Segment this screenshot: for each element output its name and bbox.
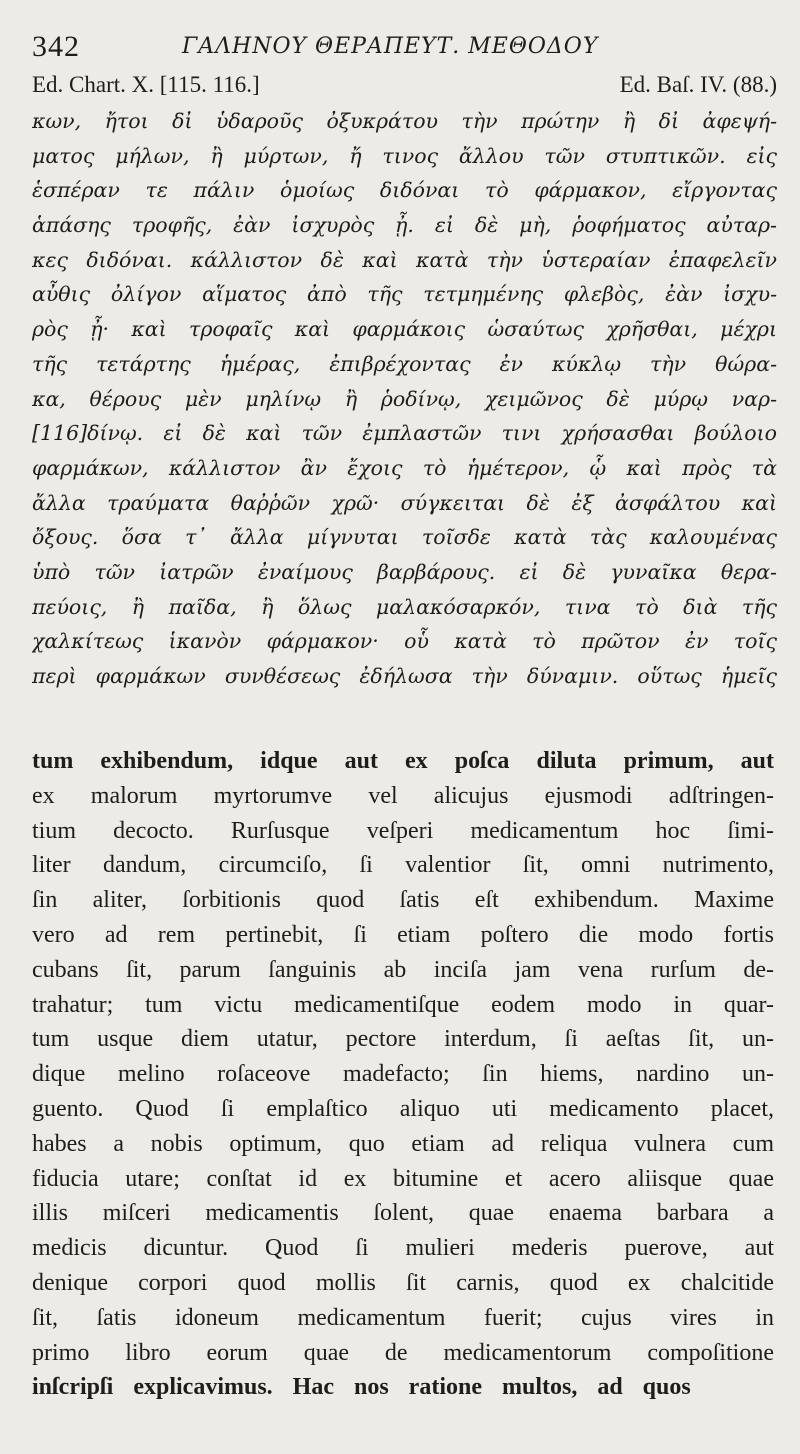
greek-text-line: φαρμάκων, κάλλιστον ἂν ἔχοις τὸ ἡμέτερον, ᾧ καὶ πρὸς τὰ <box>32 455 777 480</box>
latin-text-line: liter dandum, circumciſo, ſi valentior ſit, omni nutrimento, <box>32 852 774 879</box>
greek-text-line: κων, ἤτοι δἰ ὑδαροῦς ὀξυκράτου τὴν πρώτην ἢ δἰ ἀφεψή- <box>32 109 777 133</box>
greek-text-line: ρὸς ᾖ· καὶ τροφαῖς καὶ φαρμάκοις ὡσαύτως χρῆσθαι, μέχρι <box>32 317 777 342</box>
latin-text-line: denique corpori quod mollis ſit carnis, quod ex chalcitide <box>32 1269 774 1296</box>
latin-text-line: habes a nobis optimum, quo etiam ad reliqua vulnera cum <box>32 1130 774 1157</box>
greek-text-line: χαλκίτεως ἱκανὸν φάρμακον· οὗ κατὰ τὸ πρῶτον ἐν τοῖς <box>32 629 777 654</box>
edition-chart-reference: Ed. Chart. X. [115. 116.] <box>32 72 260 97</box>
edition-basel-reference: Ed. Baſ. IV. (88.) <box>619 72 777 97</box>
latin-text-line: trahatur; tum victu medicamentiſque eodem modo in quar- <box>32 991 774 1018</box>
latin-text-line: tum usque diem utatur, pectore interdum, ſi aeſtas ſit, un- <box>32 1026 774 1053</box>
greek-text-line: τῆς τετάρτης ἡμέρας, ἐπιβρέχοντας ἐν κύκλῳ τὴν θώρα- <box>32 351 777 376</box>
greek-text-line: ὄξους. ὅσα τ᾽ ἄλλα μίγνυται τοῖσδε κατὰ τὰς καλουμένας <box>32 525 777 550</box>
edition-reference-line <box>32 72 777 106</box>
greek-text-line: περὶ φαρμάκων συνθέσεως ἐδήλωσα τὴν δύναμιν. οὕτως ἡμεῖς <box>32 664 777 688</box>
greek-text-line: [116]δίνῳ. εἰ δὲ καὶ τῶν ἐμπλαστῶν τινι χρήσασθαι βούλοιο <box>32 421 777 446</box>
greek-text-line: ἁπάσης τροφῆς, ἐὰν ἰσχυρὸς ᾖ. εἰ δὲ μὴ, ῥοφήματος αὐταρ- <box>32 213 777 238</box>
latin-text-line: illis miſceri medicamentis ſolent, quae enaema barbara a <box>32 1200 774 1227</box>
greek-text-line: ἑσπέραν τε πάλιν ὁμοίως διδόναι τὸ φάρμακον, εἴργοντας <box>32 178 777 203</box>
greek-text-line: ματος μήλων, ἢ μύρτων, ἤ τινος ἄλλου τῶν στυπτικῶν. εἰς <box>32 143 777 168</box>
greek-text-block <box>32 104 777 694</box>
latin-text-line: inſcripſi explicavimus. Hac nos ratione multos, ad quos <box>32 1374 691 1401</box>
latin-text-line: ſin aliter, ſorbitionis quod ſatis eſt exhibendum. Maxime <box>32 887 774 914</box>
latin-text-line: cubans ſit, parum ſanguinis ab inciſa jam vena rurſum de- <box>32 956 774 983</box>
latin-text-line: medicis dicuntur. Quod ſi mulieri mederis puerove, aut <box>32 1235 774 1262</box>
page-number: 342 <box>32 30 80 63</box>
greek-text-line: πεύοις, ἢ παῖδα, ἢ ὅλως μαλακόσαρκόν, τινα τὸ διὰ τῆς <box>32 594 777 619</box>
latin-text-line: dique melino roſaceove madefacto; ſin hiems, nardino un- <box>32 1061 774 1088</box>
greek-text-line: ὑπὸ τῶν ἰατρῶν ἐναίμους βαρβάρους. εἰ δὲ γυναῖκα θερα- <box>32 559 777 584</box>
latin-text-line: ſit, ſatis idoneum medicamentum fuerit; cujus vires in <box>32 1304 774 1331</box>
latin-text-line: fiducia utare; conſtat id ex bitumine et acero aliisque quae <box>32 1165 774 1192</box>
latin-translation-block <box>32 744 774 1405</box>
latin-text-line: tum exhibendum, idque aut ex poſca diluta primum, aut <box>32 748 774 774</box>
latin-text-line: tium decocto. Rurſusque veſperi medicamentum hoc ſimi- <box>32 817 774 844</box>
latin-text-line: vero ad rem pertinebit, ſi etiam poſtero die modo fortis <box>32 921 774 948</box>
greek-text-line: ἄλλα τραύματα θαῤῥῶν χρῶ· σύγκειται δὲ ἐξ ἀσφάλτου καὶ <box>32 490 777 515</box>
greek-text-line: κες διδόναι. κάλλιστον δὲ καὶ κατὰ τὴν ὑστεραίαν ἐπαφελεῖν <box>32 247 777 272</box>
page-header <box>32 22 772 66</box>
greek-text-line: αὖθις ὀλίγον αἵματος ἀπὸ τῆς τετμημένης φλεβὸς, ἐὰν ἰσχυ- <box>32 282 777 307</box>
running-title: ΓΑΛΗΝΟΥ ΘΕΡΑΠΕΥΤ. ΜΕΘΟΔΟΥ <box>182 34 599 59</box>
latin-text-line: primo libro eorum quae de medicamentorum compoſitione <box>32 1339 774 1366</box>
greek-text-line: κα, θέρους μὲν μηλίνῳ ἢ ῥοδίνῳ, χειμῶνος δὲ μύρῳ ναρ- <box>32 386 777 411</box>
latin-text-line: ex malorum myrtorumve vel alicujus ejusmodi adſtringen- <box>32 782 774 809</box>
latin-text-line: guento. Quod ſi emplaſtico aliquo uti medicamento placet, <box>32 1095 774 1122</box>
